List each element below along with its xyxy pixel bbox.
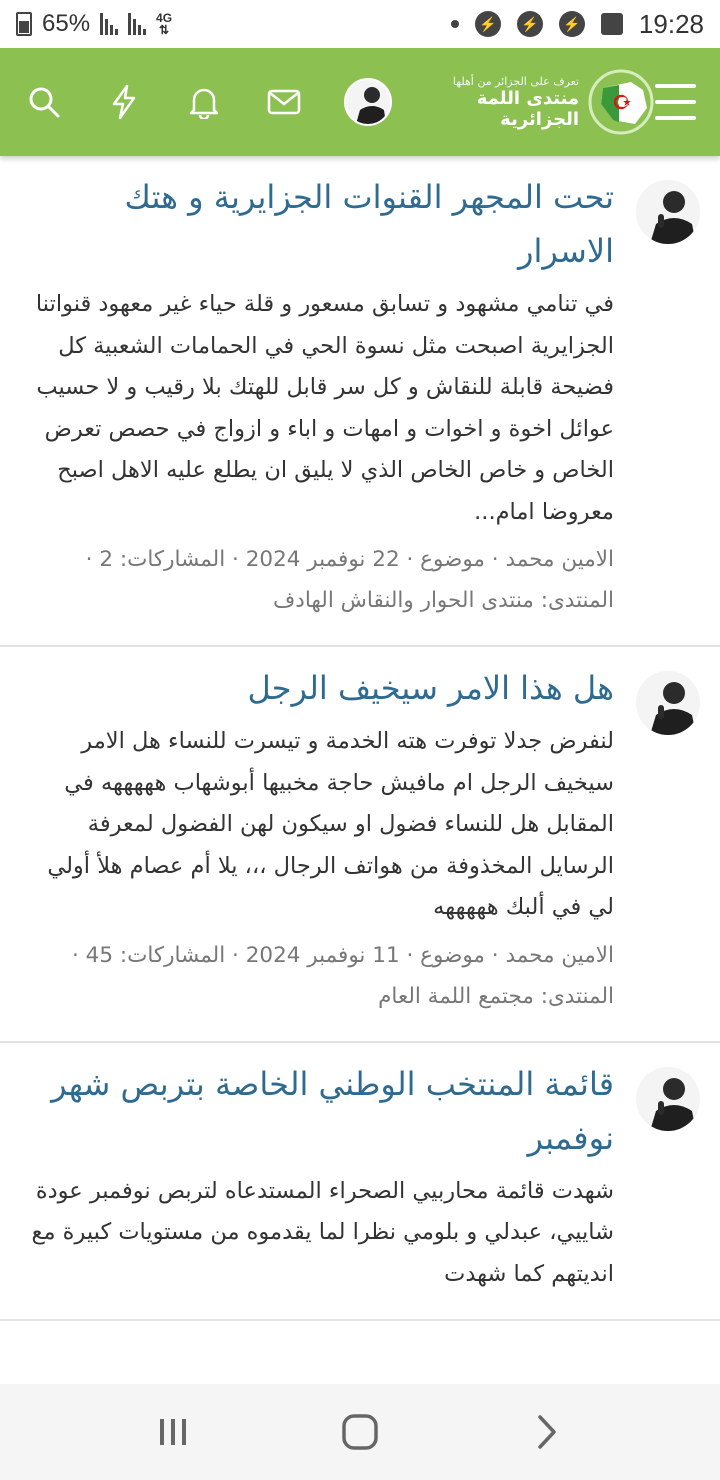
logo-name: منتدى اللمة الجزائرية xyxy=(476,87,580,130)
battery-icon xyxy=(16,12,32,36)
signal-icon xyxy=(100,13,118,35)
recent-apps-icon[interactable] xyxy=(143,1402,203,1462)
thread-title[interactable]: قائمة المنتخب الوطني الخاصة بتربص شهر نوفمبر xyxy=(51,1064,614,1157)
author-avatar[interactable] xyxy=(636,671,700,735)
notification-dot-icon xyxy=(451,20,459,28)
battery-level: 65% xyxy=(42,10,91,37)
thread-body xyxy=(28,661,614,1017)
author-avatar[interactable] xyxy=(636,1067,700,1131)
status-bar xyxy=(0,0,720,48)
hamburger-menu-icon[interactable] xyxy=(655,84,696,120)
algeria-map-logo-icon xyxy=(587,68,655,136)
thread-meta: الامين محمد · موضوع · 11 نوفمبر 2024 · المشاركات: 45 · المنتدى: مجتمع اللمة العام xyxy=(72,942,614,1009)
network-type: 4G ⇅ xyxy=(156,11,173,37)
status-left xyxy=(16,10,172,38)
thread-body xyxy=(28,170,614,621)
thread-item[interactable] xyxy=(0,1043,720,1322)
thread-title[interactable]: هل هذا الامر سيخيف الرجل xyxy=(247,669,614,707)
clock: 19:28 xyxy=(638,8,704,39)
messenger-icon-3: ⚡ xyxy=(559,11,585,37)
thread-excerpt: شهدت قائمة محاربيي الصحراء المستدعاه لتربص نوفمبر عودة شاييي، عبدلي و بلومي نظرا لما يقدموه من مستويات كبيرة مع انديتهم كما شهدت xyxy=(31,1177,614,1287)
thread-excerpt: في تنامي مشهود و تسابق مسعور و قلة حياء غير معهود قنواتنا الجزايرية اصبحت مثل نسوة الحي في الحمامات الشعبية كل فضيحة قابلة للنقاش و كل سر قابل للهتك بلا رقيب و لا حسيب عوائل اخوة و اخوات و امهات و اباء و ازواج في حصص تعرض الخاص و خاص الخاص الذي لا يليق ان يطلع عليه الاهل اصبح معروضا امام... xyxy=(35,291,614,525)
user-avatar[interactable] xyxy=(344,78,392,126)
logo-text xyxy=(410,75,579,130)
logo-tagline: تعرف على الجزائر من أهلها xyxy=(452,74,580,88)
mail-icon[interactable] xyxy=(264,82,304,122)
bell-icon[interactable] xyxy=(184,82,224,122)
forum-logo[interactable] xyxy=(410,68,655,136)
back-icon[interactable] xyxy=(517,1402,577,1462)
signal-icon-2 xyxy=(128,13,146,35)
thread-item[interactable] xyxy=(0,156,720,647)
gallery-icon xyxy=(601,13,623,35)
thread-excerpt: لنفرض جدلا توفرت هته الخدمة و تيسرت للنساء هل الامر سيخيف الرجل ام مافيش حاجة مخبيها أبوشهاب هههههه في المقابل هل للنساء فضول او سيكون لهن الفضول لمعرفة الرسايل المخذوفة من هواتف الرجال ،،، يلا أم عصام هلأ أولي لي في ألبك هههههه xyxy=(47,728,614,920)
home-icon[interactable] xyxy=(330,1402,390,1462)
system-nav-bar xyxy=(0,1384,720,1480)
thread-item[interactable] xyxy=(0,647,720,1043)
thread-title[interactable]: تحت المجهر القنوات الجزايرية و هتك الاسرار xyxy=(124,178,614,270)
header-actions xyxy=(24,78,392,126)
messenger-icon-2: ⚡ xyxy=(517,11,543,37)
app-header xyxy=(0,48,720,156)
thread-meta: الامين محمد · موضوع · 22 نوفمبر 2024 · المشاركات: 2 · المنتدى: منتدى الحوار والنقاش الهادف xyxy=(85,547,614,613)
thread-feed xyxy=(0,156,720,1384)
author-avatar[interactable] xyxy=(636,180,700,244)
messenger-icon: ⚡ xyxy=(475,11,501,37)
thread-body xyxy=(28,1057,614,1296)
search-icon[interactable] xyxy=(24,82,64,122)
status-right xyxy=(451,9,704,40)
lightning-icon[interactable] xyxy=(104,82,144,122)
